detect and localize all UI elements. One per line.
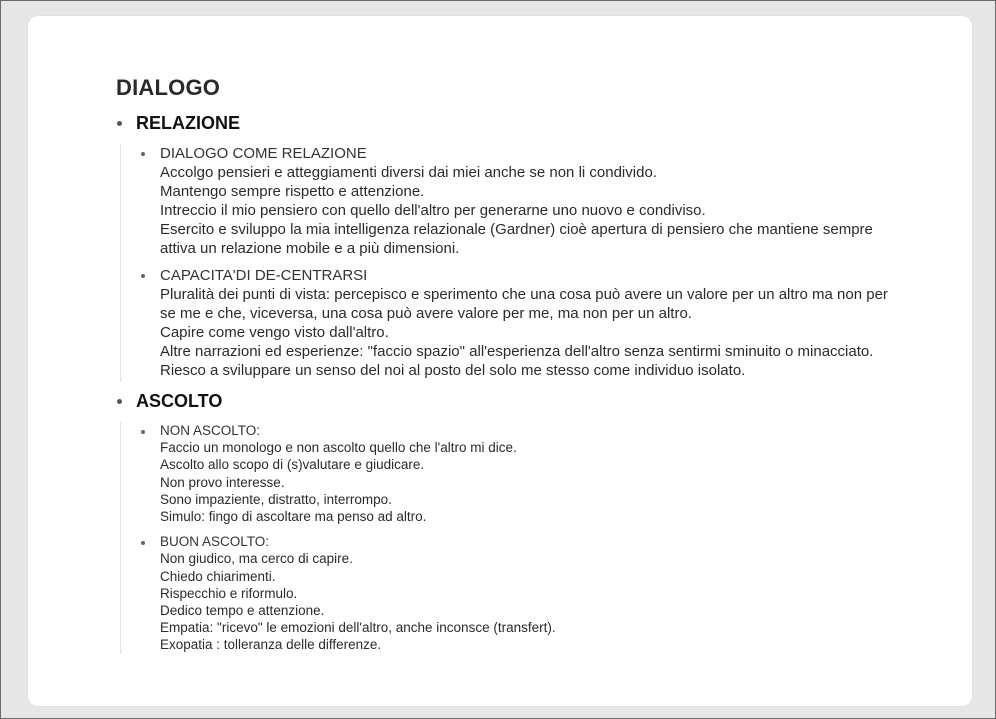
list-item-line: Sono impaziente, distratto, interrompo. xyxy=(160,491,392,507)
list-item-line: Accolgo pensieri e atteggiamenti diversi dai miei anche se non li condivido. xyxy=(160,164,657,181)
bullet-icon xyxy=(141,430,145,434)
list-item-line: Non giudico, ma cerco di capire. xyxy=(160,551,353,567)
list-item xyxy=(141,422,906,525)
document-content xyxy=(116,74,906,654)
list-item-line: Non provo interesse. xyxy=(160,474,285,490)
list-item xyxy=(141,144,906,258)
list-item-line: Empatia: "ricevo" le emozioni dell'altro, anche inconsce (transfert). xyxy=(160,620,556,636)
list-item-line: Altre narrazioni ed esperienze: "faccio spazio" all'esperienza dell'altro senza sentirmi sminuito o minacciato. xyxy=(160,343,874,360)
bullet-icon xyxy=(141,541,145,545)
list-item-line: Mantengo sempre rispetto e attenzione. xyxy=(160,183,425,200)
list-item-line: Rispecchio e riformulo. xyxy=(160,585,298,601)
list-item-title: CAPACITA'DI DE-CENTRARSI xyxy=(160,267,368,284)
list-item-line: Dedico tempo e attenzione. xyxy=(160,603,325,619)
section-heading: ASCOLTO xyxy=(136,391,223,411)
bullet-icon xyxy=(141,152,145,156)
list-item xyxy=(141,533,906,653)
list-item-line: Capire come vengo visto dall'altro. xyxy=(160,324,389,341)
list-item xyxy=(141,266,906,380)
subsection-list xyxy=(120,144,906,382)
list-item-line: Pluralità dei punti di vista: percepisco e sperimento che una cosa può avere un valore per un altro ma non per se me e che, viceversa, una cosa può avere valore per me, ma non per un altro. xyxy=(160,286,888,322)
subsection-list xyxy=(120,422,906,654)
list-item-title: DIALOGO COME RELAZIONE xyxy=(160,145,367,162)
section-heading: RELAZIONE xyxy=(136,113,241,133)
document-card xyxy=(28,16,972,706)
list-item-title: BUON ASCOLTO: xyxy=(160,534,270,550)
list-item-line: Intreccio il mio pensiero con quello dell'altro per generarne uno nuovo e condiviso. xyxy=(160,202,706,219)
list-item-line: Chiedo chiarimenti. xyxy=(160,568,276,584)
section-list xyxy=(116,110,906,654)
document-title: DIALOGO xyxy=(116,75,221,100)
list-item-line: Riesco a sviluppare un senso del noi al posto del solo me stesso come individuo isolato. xyxy=(160,362,746,379)
bullet-icon xyxy=(141,274,145,278)
section-relazione xyxy=(116,110,906,382)
bullet-icon xyxy=(117,121,122,126)
list-item-line: Simulo: fingo di ascoltare ma penso ad altro. xyxy=(160,509,427,525)
list-item-line: Faccio un monologo e non ascolto quello che l'altro mi dice. xyxy=(160,440,517,456)
list-item-title: NON ASCOLTO: xyxy=(160,423,261,438)
bullet-icon xyxy=(117,399,122,404)
section-ascolto xyxy=(116,388,906,654)
list-item-line: Ascolto allo scopo di (s)valutare e giudicare. xyxy=(160,457,425,473)
list-item-line: Esercito e sviluppo la mia intelligenza relazionale (Gardner) cioè apertura di pensiero che mantiene sempre attiva un relazione mobile e a più dimensioni. xyxy=(160,221,873,257)
list-item-line: Exopatia : tolleranza delle differenze. xyxy=(160,637,382,653)
